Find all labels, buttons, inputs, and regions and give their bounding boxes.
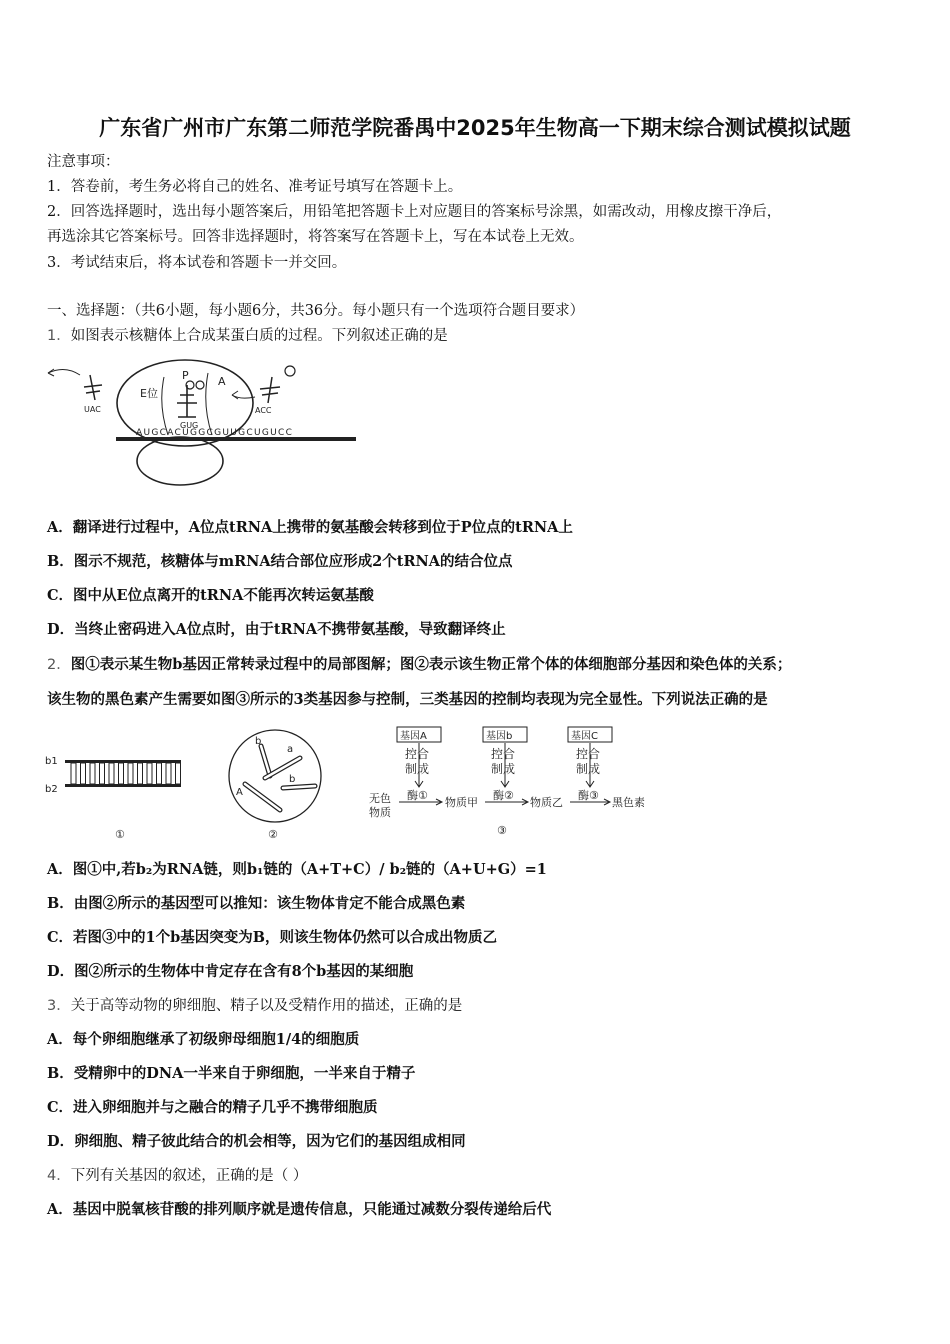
anticodon-left: UAC (84, 405, 101, 414)
control-label: 控合 (576, 747, 601, 761)
enzyme-1-label: 酶① (407, 789, 428, 802)
question-text: 关于高等动物的卵细胞、精子以及受精作用的描述，正确的是 (70, 998, 463, 1014)
make-label: 制成 (405, 762, 430, 776)
notice-item: 再选涂其它答案标号。回答非选择题时，将答案写在答题卡上，写在本试卷上无效。 (47, 229, 584, 245)
substance-a-label: 物质甲 (445, 796, 478, 809)
make-label: 制成 (491, 762, 516, 776)
p-site-label: P (182, 369, 189, 382)
base-pair (81, 763, 86, 784)
gene-a-box-label: 基因A (400, 731, 427, 742)
base-pair (147, 763, 152, 784)
a-site-label: A (218, 375, 226, 388)
site-divider (162, 377, 168, 435)
gene-b-box-label: 基因b (486, 731, 513, 742)
base-pair (176, 763, 181, 784)
question-text: 如图表示核糖体上合成某蛋白质的过程。下列叙述正确的是 (70, 328, 448, 344)
enzyme-2-label: 酶② (493, 789, 514, 802)
e-site-label: E位 (140, 387, 158, 400)
question-number: 3． (47, 998, 71, 1014)
q2-option-c: C．若图③中的1个b基因突变为B，则该生物体仍然可以合成出物质乙 (47, 929, 498, 946)
question-number: 1． (47, 328, 71, 344)
base-pairs (71, 763, 181, 784)
figure-1-label: ① (115, 828, 125, 841)
q2-option-d: D．图②所示的生物体中肯定存在含有8个b基因的某细胞 (47, 963, 414, 980)
question-2-stem (47, 655, 791, 675)
notice-item: 3．考试结束后，将本试卷和答题卡一并交回。 (47, 255, 347, 271)
melanin-label: 黑色素 (612, 796, 645, 809)
question-number: 2． (47, 657, 71, 673)
question-number: 4． (47, 1168, 71, 1184)
q3-option-a: A．每个卵细胞继承了初级卵母细胞1/4的细胞质 (47, 1031, 360, 1048)
transcription-figure (45, 752, 185, 842)
question-text: 下列有关基因的叙述，正确的是（ ） (70, 1168, 308, 1184)
gene-b-label: b (255, 736, 262, 747)
question-text: 图①表示某生物b基因正常转录过程中的局部图解；图②表示该生物正常个体的体细胞部分基因和染色体的关系； (70, 656, 792, 673)
q1-option-a: A．翻译进行过程中，A位点tRNA上携带的氨基酸会转移到位于P位点的tRNA上 (47, 519, 573, 536)
p-site-trna (177, 385, 197, 417)
question-4-stem (47, 1166, 307, 1186)
base-pair (119, 763, 124, 784)
section-heading: 一、选择题：（共6小题，每小题6分，共36分。每小题只有一个选项符合题目要求） (47, 303, 585, 319)
incoming-amino-acid (285, 366, 295, 376)
base-pair (166, 763, 171, 784)
page-title: 广东省广州市广东第二师范学院番禺中2025年生物高一下期末综合测试模拟试题 (99, 116, 851, 140)
chromosome-inner (245, 784, 280, 810)
incoming-trna (260, 377, 280, 403)
gene-c-box-label: 基因C (571, 731, 598, 742)
exiting-trna (84, 375, 102, 400)
base-pair (128, 763, 133, 784)
substance-b-label: 物质乙 (530, 796, 563, 809)
base-pair (71, 763, 76, 784)
ribosome-translation-figure (40, 355, 360, 490)
make-label: 制成 (576, 762, 601, 776)
q2-option-a: A．图①中,若b₂为RNA链，则b₁链的（A+T+C）/ b₂链的（A+U+G）=1 (47, 861, 547, 878)
chromosome-inner (261, 746, 270, 776)
arrow-head (48, 369, 54, 376)
gene-a-label: a (287, 744, 294, 755)
gene-A-label: A (236, 787, 243, 798)
figure-3-label: ③ (497, 824, 507, 837)
strand-b2-label: b2 (45, 784, 58, 795)
question-3-stem (47, 996, 462, 1016)
notice-item: 1．答卷前，考生务必将自己的姓名、准考证号填写在答题卡上。 (47, 179, 463, 195)
amino-acid (196, 381, 204, 389)
base-pair (90, 763, 95, 784)
cell-chromosome-figure (225, 726, 330, 844)
notice-item: 2．回答选择题时，选出每小题答案后，用铅笔把答题卡上对应题目的答案标号涂黑，如需改动，用橡皮擦干净后， (47, 204, 782, 220)
site-divider (206, 373, 212, 435)
colorless-label-2: 物质 (369, 806, 391, 819)
q3-option-b: B．受精卵中的DNA一半来自于卵细胞，一半来自于精子 (47, 1065, 416, 1082)
q2-option-b: B．由图②所示的基因型可以推知：该生物体肯定不能合成黑色素 (47, 895, 466, 912)
control-label: 控合 (491, 747, 516, 761)
q1-option-d: D．当终止密码进入A位点时，由于tRNA不携带氨基酸，导致翻译终止 (47, 621, 506, 638)
small-subunit (137, 437, 223, 485)
base-pair (138, 763, 143, 784)
melanin-pathway-figure (365, 724, 665, 842)
anticodon-mid: GUG (180, 421, 199, 430)
anticodon-right: ACC (255, 406, 272, 415)
q1-option-c: C．图中从E位点离开的tRNA不能再次转运氨基酸 (47, 587, 374, 604)
base-pair (100, 763, 105, 784)
q3-option-c: C．进入卵细胞并与之融合的精子几乎不携带细胞质 (47, 1099, 378, 1116)
question-1-stem (47, 326, 448, 346)
question-2-stem-cont: 该生物的黑色素产生需要如图③所示的3类基因参与控制，三类基因的控制均表现为完全显性。下列说法正确的是 (47, 691, 768, 708)
control-label: 控合 (405, 747, 430, 761)
q4-option-a: A．基因中脱氧核苷酸的排列顺序就是遗传信息，只能通过减数分裂传递给后代 (47, 1201, 552, 1218)
q3-option-d: D．卵细胞、精子彼此结合的机会相等，因为它们的基因组成相同 (47, 1133, 466, 1150)
figure-2-label: ② (268, 828, 278, 841)
colorless-label: 无色 (369, 792, 391, 805)
base-pair (109, 763, 114, 784)
enzyme-3-label: 酶③ (578, 789, 599, 802)
base-pair (157, 763, 162, 784)
arrow-head (232, 391, 238, 399)
notice-heading: 注意事项： (47, 154, 120, 170)
q1-option-b: B．图示不规范，核糖体与mRNA结合部位应形成2个tRNA的结合位点 (47, 553, 513, 570)
mrna-sequence: AUGCACUGGCGUUGCUGUCC (136, 428, 294, 438)
strand-b1-label: b1 (45, 756, 58, 767)
gene-b2-label: b (289, 774, 296, 785)
